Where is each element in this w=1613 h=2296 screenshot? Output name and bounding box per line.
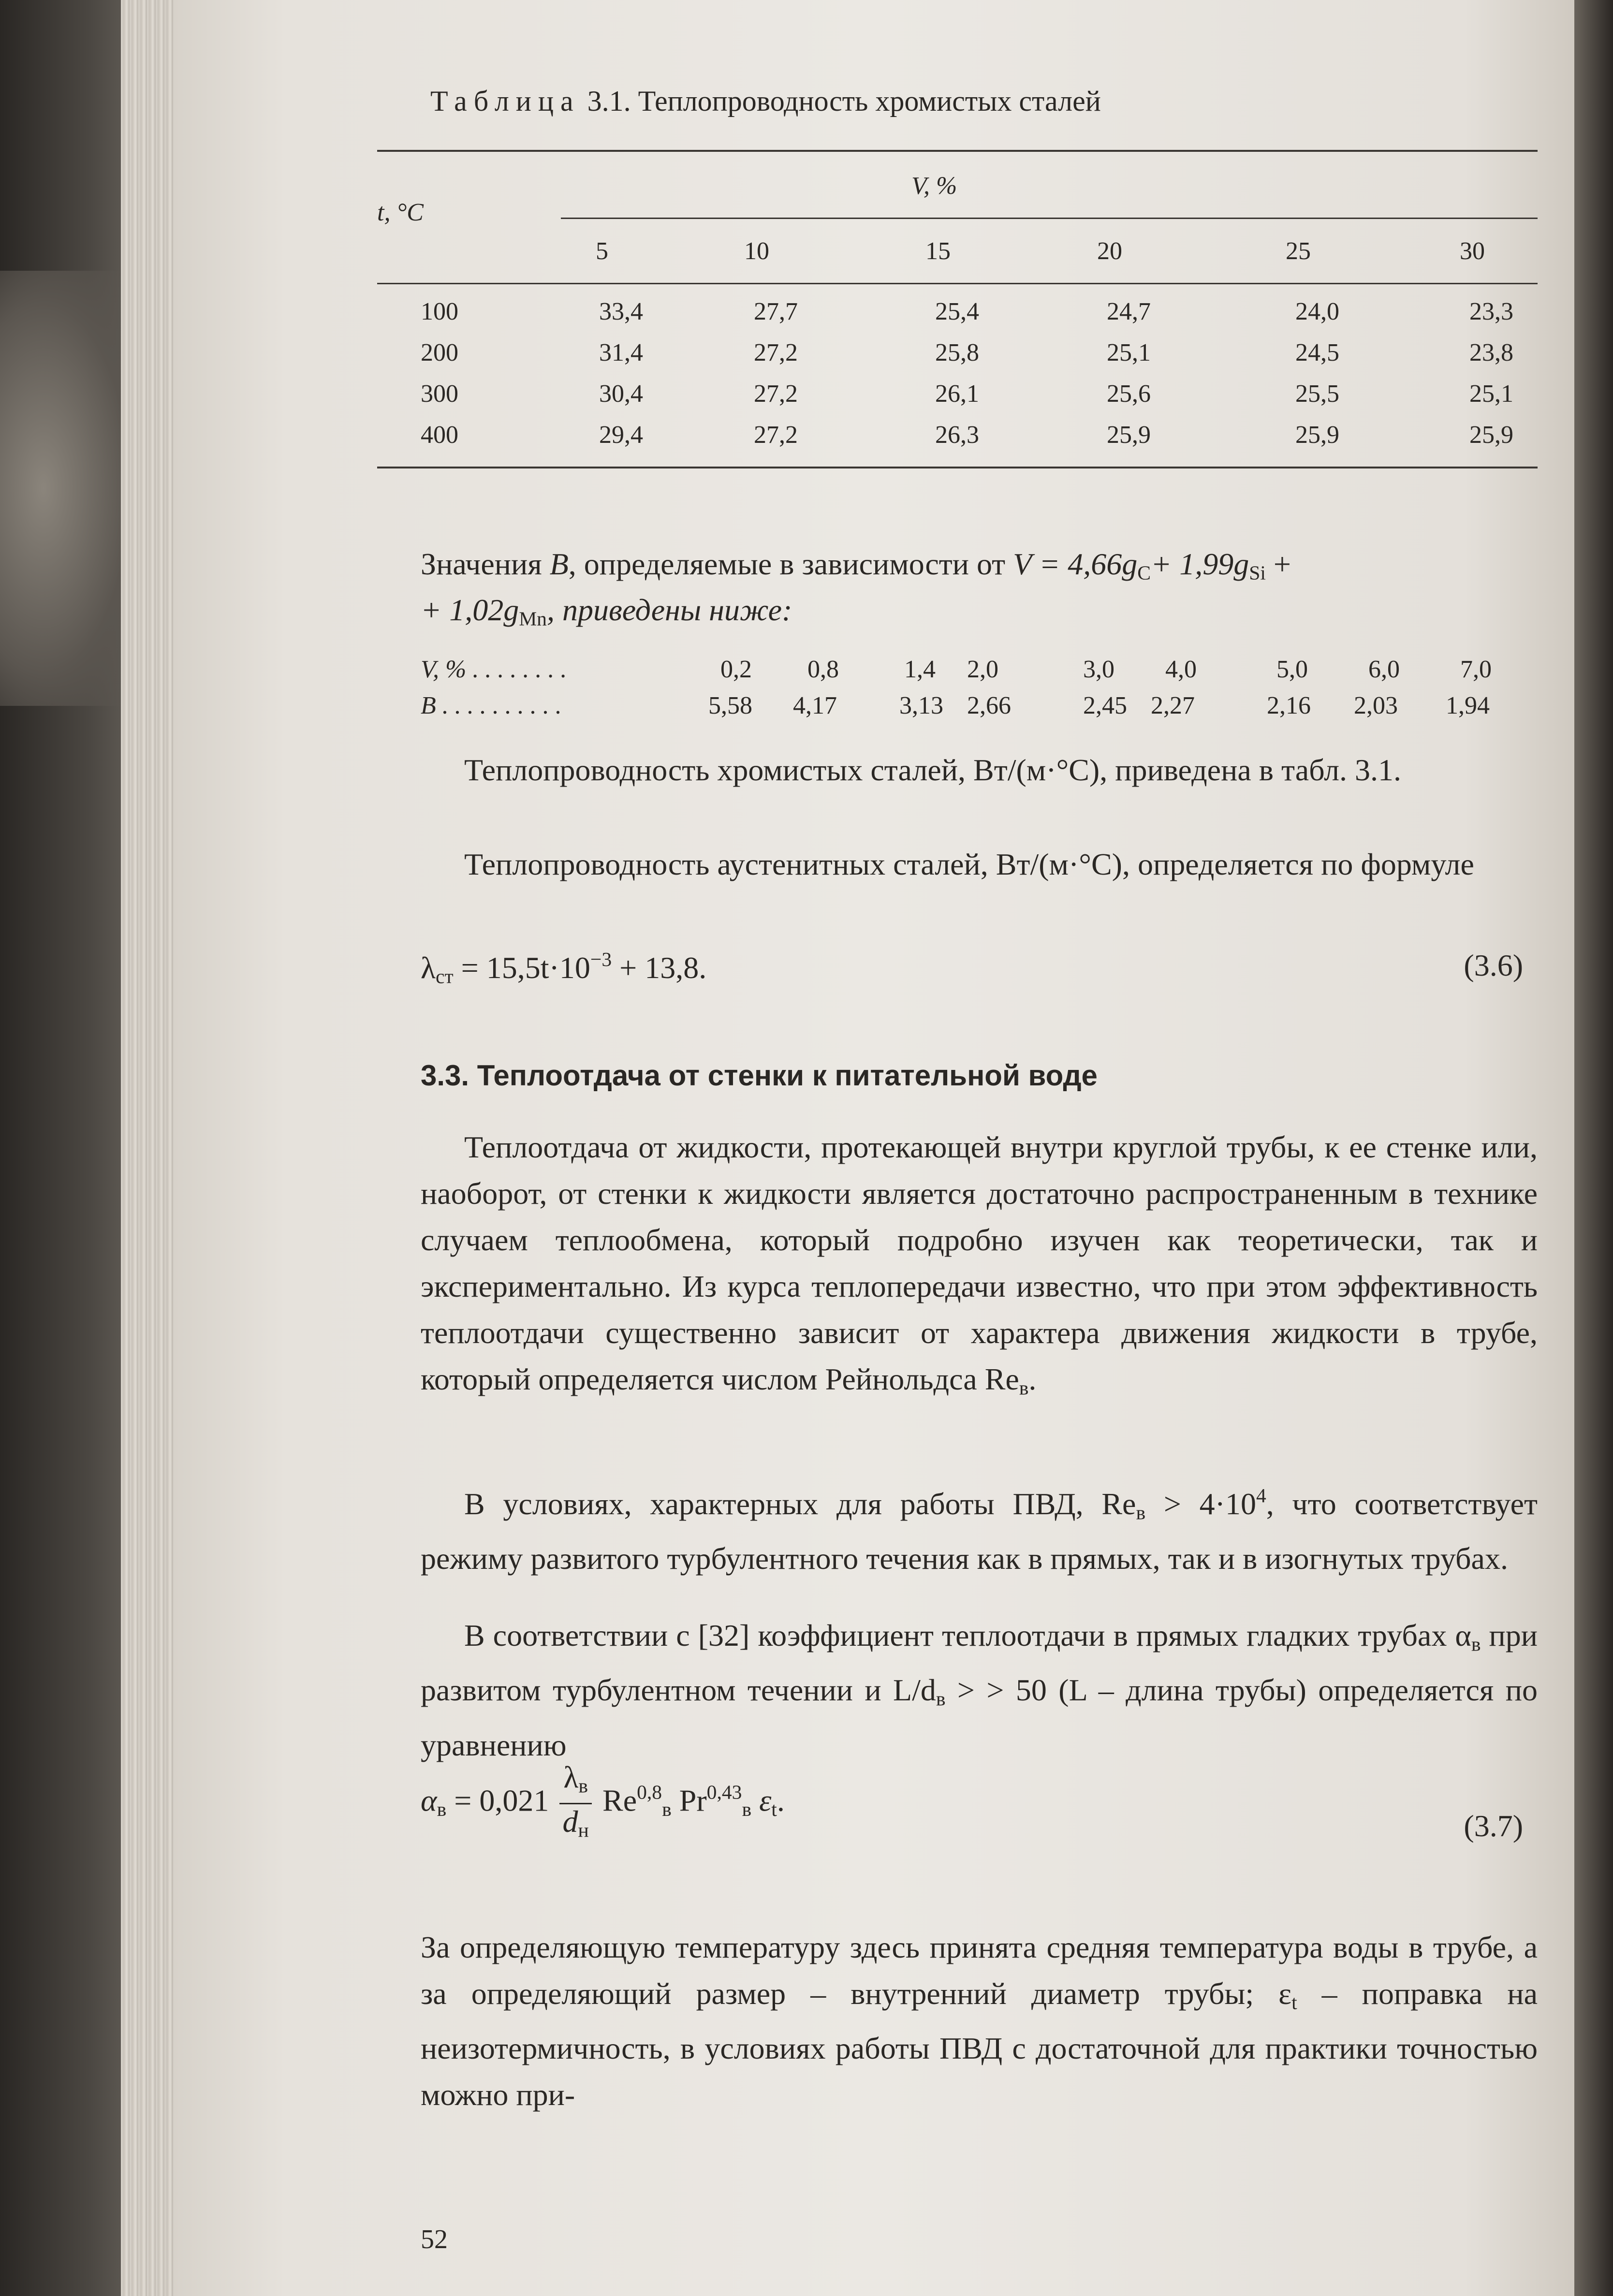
table-cell-t: 400 (421, 421, 458, 449)
table-cell: 27,7 (754, 298, 798, 325)
table-cell: 23,3 (1469, 298, 1513, 325)
photo-background-right (1574, 0, 1613, 2296)
page-content (377, 0, 1538, 2296)
table-cell: 25,6 (1107, 380, 1151, 408)
paragraph-6: За определяющую температуру здесь принята средняя температура воды в трубе, а за определяющий размер – внутренний диаметр трубы; $\varepsilon_t$ – поправка на неизотермичность, в условиях работы ПВД с достаточной для практики точностью можно при- (421, 1930, 1538, 2112)
equation-3-7: $\alpha_в = 0,021$ $\frac{\lambda_в}{d_н}$ Re$^{0,8}_в$ Pr$^{0,43}_в$ $\varepsilon_t$. (421, 1760, 785, 1848)
table-cell: 25,9 (1107, 421, 1151, 449)
v-values-row: V, % . . . . . . . . 0,2 0,8 1,4 2,0 3,0 4,0 5,0 6,0 7,0 (421, 656, 1492, 683)
v-label: V, % . . . . . . . . (421, 656, 567, 683)
paragraph-3: Теплоотдача от жидкости, протекающей внутри круглой трубы, к ее стенке или, наоборот, от стенки к жидкости является достаточно распространенным в технике случаем теплообмена, который подробно изучен как теоретически, так и экспериментально. Из курса теплопередачи известно, что при этом эффективность теплоотдачи существенно зависит от характера движения жидкости в трубе, который определяется числом Рейнольдса $Re_в$. (421, 1130, 1538, 1399)
table-caption (430, 85, 1101, 118)
table-cell: 27,2 (754, 339, 798, 366)
paragraph-2: Теплопроводность аустенитных сталей, Вт/(м·°C), определяется по формуле (464, 847, 1474, 881)
table-cell: 24,0 (1295, 298, 1339, 325)
table-col-header: 15 (925, 237, 951, 265)
table-cell: 25,4 (935, 298, 979, 325)
table-cell: 25,1 (1107, 339, 1151, 366)
table-cell: 26,1 (935, 380, 979, 408)
page-number: 52 (421, 2224, 448, 2254)
fraction: $\frac{\lambda_в}{d_н}$ (559, 1760, 592, 1848)
table-cell: 26,3 (935, 421, 979, 449)
b-intro-line-2: + $1,02g_{Mn}$, приведены ниже: (421, 593, 792, 630)
table-col-header: 30 (1460, 237, 1485, 265)
table-cell-t: 300 (421, 380, 458, 408)
table-cell: 25,9 (1295, 421, 1339, 449)
table-group-rule (561, 218, 1538, 219)
table-cell: 24,5 (1295, 339, 1339, 366)
table-cell: 27,2 (754, 421, 798, 449)
b-intro-line-1: Значения B, определяемые в зависимости от $V = 4,66g_C+ 1,99g_{Si}$ + (421, 547, 1291, 584)
table-col-header: 25 (1286, 237, 1311, 265)
table-row-header: t, °C (377, 199, 424, 226)
table-cell: 31,4 (599, 339, 643, 366)
table-cell: 25,8 (935, 339, 979, 366)
table-cell-t: 200 (421, 339, 458, 366)
table-cell: 30,4 (599, 380, 643, 408)
table-cell: 27,2 (754, 380, 798, 408)
b-values-row: B . . . . . . . . . . 5,58 4,17 3,13 2,66 2,45 2,27 2,16 2,03 1,94 (421, 692, 1490, 719)
paragraph-4: В условиях, характерных для работы ПВД, $Re_в > 4\cdot 10^4$, что соответствует режиму развитого турбулентного течения как в прямых, так и в изогнутых трубах. (421, 1484, 1538, 1576)
equation-number-3-6: (3.6) (1464, 948, 1523, 982)
table-top-rule (377, 150, 1538, 152)
table-col-header: 5 (596, 237, 608, 265)
equation-3-6: $\lambda_{ст} = 15,5t\cdot 10^{-3} + 13,8$. (421, 948, 707, 988)
table-cell: 24,7 (1107, 298, 1151, 325)
table-caption-label: Таблица (430, 85, 580, 117)
table-header-rule (377, 283, 1538, 284)
table-cell: 25,5 (1295, 380, 1339, 408)
paragraph-5: В соответствии с [32] коэффициент теплоотдачи в прямых гладких трубах $\alpha_в$ при развитом турбулентном течении и $L/d_в$ > > 50 (L – длина трубы) определяется по уравнению (421, 1618, 1538, 1762)
table-group-header: V, % (911, 172, 957, 200)
equation-number-3-7: (3.7) (1464, 1809, 1523, 1843)
table-cell: 25,9 (1469, 421, 1513, 449)
table-cell: 29,4 (599, 421, 643, 449)
section-heading: 3.3. Теплоотдача от стенки к питательной воде (421, 1059, 1098, 1092)
table-cell: 23,8 (1469, 339, 1513, 366)
table-cell: 25,1 (1469, 380, 1513, 408)
table-col-header: 20 (1097, 237, 1122, 265)
table-col-header: 10 (744, 237, 769, 265)
table-cell: 33,4 (599, 298, 643, 325)
b-label: B . . . . . . . . . . (421, 692, 562, 719)
table-bottom-rule (377, 467, 1538, 468)
paragraph-1: Теплопроводность хромистых сталей, Вт/(м·°C), приведена в табл. 3.1. (464, 753, 1401, 787)
table-cell-t: 100 (421, 298, 458, 325)
table-caption-text: 3.1. Теплопроводность хромистых сталей (587, 85, 1101, 117)
